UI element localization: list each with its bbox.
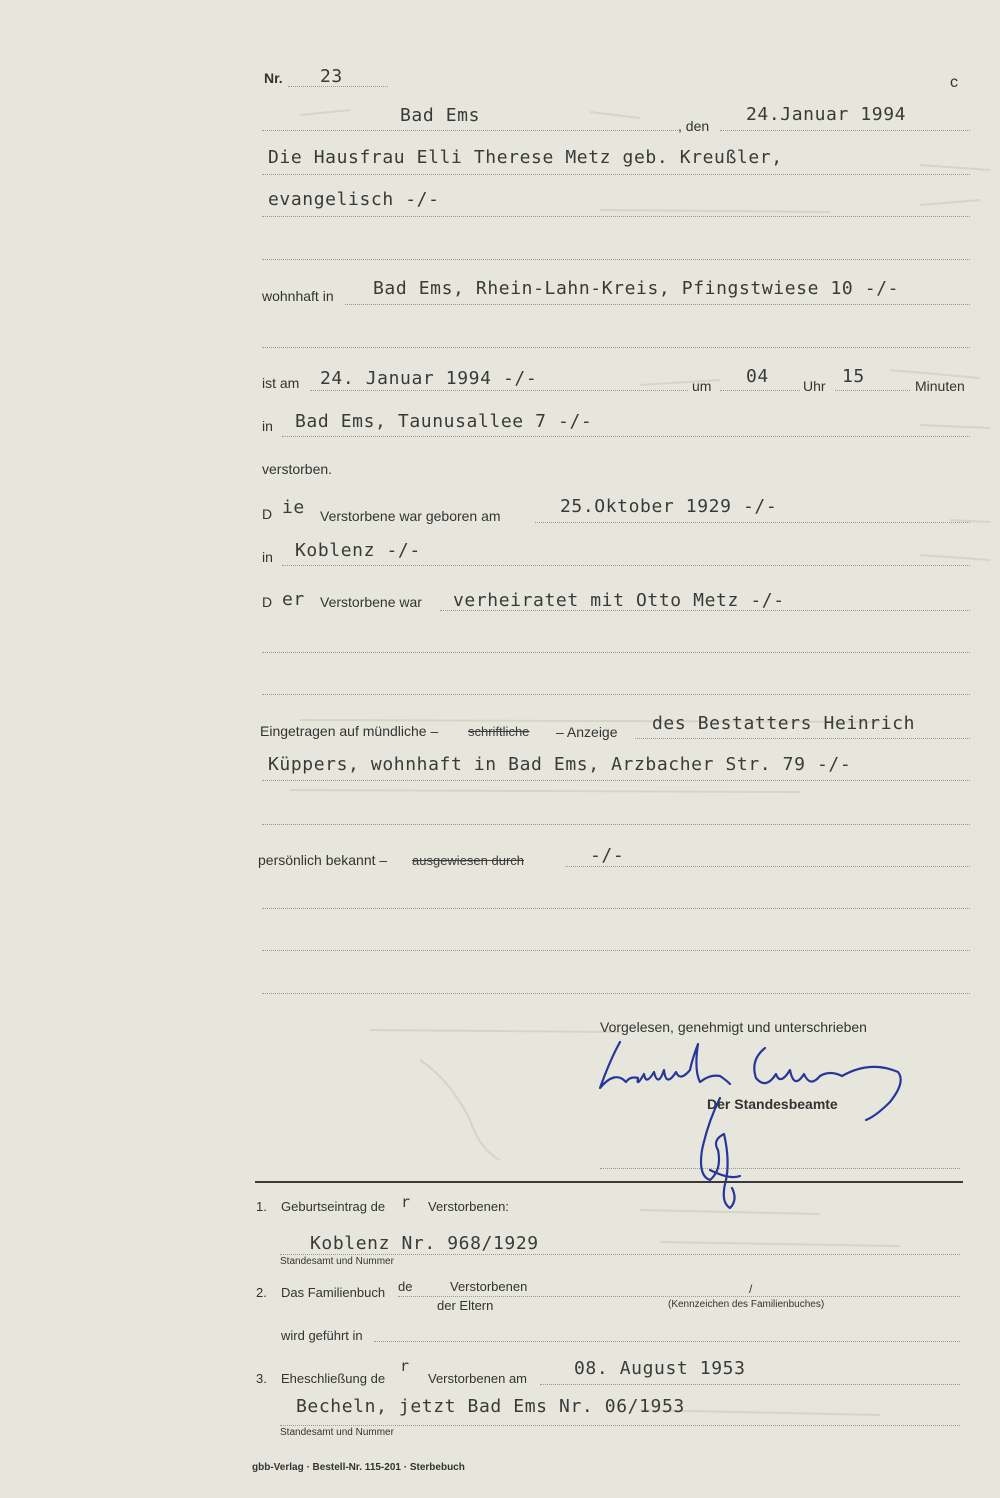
item-1-label-2: Verstorbenen: — [428, 1199, 509, 1214]
signature-informant-second — [754, 1048, 900, 1120]
nr-dotted-line — [288, 86, 388, 87]
signature-informant-first — [600, 1042, 730, 1088]
residence-dotted-line-2 — [262, 347, 970, 348]
publisher-footer: gbb-Verlag · Bestell-Nr. 115-201 · Sterbebuch — [252, 1462, 465, 1473]
death-in-label: in — [262, 418, 273, 434]
item-2-label: Das Familienbuch — [281, 1285, 386, 1300]
marriage-date-dotted-line — [540, 1384, 960, 1385]
register-place: Bad Ems — [400, 105, 481, 126]
birth-date: 25.Oktober 1929 -/- — [560, 496, 778, 517]
person-dotted-line-3 — [262, 259, 970, 260]
item-2-de: de — [398, 1279, 413, 1294]
item-2-verstorbenen: Verstorbenen — [450, 1279, 528, 1294]
verstorbene-war-label: Verstorbene war — [320, 594, 422, 610]
person-line-1: Die Hausfrau Elli Therese Metz geb. Kreußler, — [268, 147, 783, 168]
item-3-label-2: Verstorbenen am — [428, 1371, 528, 1386]
anzeige-label: – Anzeige — [556, 724, 618, 740]
hour-dotted-line — [720, 390, 800, 391]
marital-status: verheiratet mit Otto Metz -/- — [453, 590, 785, 611]
nr-label: Nr. — [264, 70, 283, 86]
birth-date-dotted-line — [535, 522, 970, 523]
um-label: um — [692, 378, 712, 394]
residence-dotted-line — [345, 304, 970, 305]
person-line-2: evangelisch -/- — [268, 189, 440, 210]
gefuehrt-dotted-line — [374, 1341, 960, 1342]
standesamt-caption-1: Standesamt und Nummer — [280, 1256, 394, 1267]
person-dotted-line-1 — [262, 174, 970, 175]
bekannt-value: -/- — [590, 845, 625, 866]
informant-line-2: Küppers, wohnhaft in Bad Ems, Arzbacher Str. 79 -/- — [268, 754, 852, 775]
handwritten-signatures — [580, 1030, 920, 1220]
d-suffix-1: ie — [282, 497, 305, 518]
person-dotted-line-2 — [262, 216, 970, 217]
marriage-date: 08. August 1953 — [574, 1358, 746, 1379]
item-3-suffix: r — [400, 1357, 410, 1375]
ist-am-label: ist am — [262, 375, 300, 391]
item-1-label: Geburtseintrag de — [281, 1199, 386, 1214]
eingetragen-label: Eingetragen auf mündliche – — [260, 723, 439, 739]
blank-dotted-line-3 — [262, 908, 970, 909]
gefuehrt-label: wird geführt in — [281, 1328, 363, 1343]
date-dotted-line — [720, 130, 970, 131]
uhr-label: Uhr — [803, 378, 826, 394]
marriage-registry-value: Becheln, jetzt Bad Ems Nr. 06/1953 — [296, 1396, 685, 1417]
d-label-1: D — [262, 506, 273, 522]
wohnhaft-label: wohnhaft in — [262, 288, 334, 304]
death-date: 24. Januar 1994 -/- — [320, 368, 538, 389]
d-label-2: D — [262, 594, 273, 610]
informant-line-1: des Bestatters Heinrich — [652, 713, 916, 734]
geboren-label: Verstorbene war geboren am — [320, 508, 501, 524]
blank-dotted-line-4 — [262, 950, 970, 951]
death-minute: 15 — [842, 366, 865, 387]
minute-dotted-line — [835, 390, 910, 391]
birth-registry-dotted-line — [280, 1254, 960, 1255]
item-3-label: Eheschließung de — [281, 1371, 386, 1386]
death-place-dotted-line — [282, 436, 970, 437]
item-3-number: 3. — [256, 1371, 267, 1386]
informant-dotted-line-3 — [262, 824, 970, 825]
item-2-slash: / — [749, 1282, 753, 1296]
death-place: Bad Ems, Taunusallee 7 -/- — [295, 411, 593, 432]
section-divider — [255, 1181, 963, 1183]
verstorben-label: verstorben. — [262, 461, 333, 477]
bekannt-dotted-line — [565, 866, 970, 867]
death-date-dotted-line — [310, 390, 688, 391]
signature-registrar — [701, 1098, 735, 1208]
blank-dotted-line-5 — [262, 993, 970, 994]
corner-letter: c — [950, 74, 958, 91]
marriage-registry-dotted-line — [280, 1425, 960, 1426]
vorgelesen-text: Vorgelesen, genehmigt und unterschrieben — [600, 1019, 867, 1035]
item-1-number: 1. — [256, 1199, 267, 1214]
kennzeichen-caption: (Kennzeichen des Familienbuches) — [668, 1299, 825, 1310]
den-label: , den — [678, 118, 710, 134]
entry-number: 23 — [320, 66, 343, 87]
item-1-suffix: r — [401, 1193, 411, 1211]
death-hour: 04 — [746, 366, 769, 387]
residence-value: Bad Ems, Rhein-Lahn-Kreis, Pfingstwiese 10 -/- — [373, 278, 900, 299]
birth-registry-value: Koblenz Nr. 968/1929 — [310, 1233, 539, 1254]
place-dotted-line — [262, 130, 678, 131]
schriftliche-struck: schriftliche — [468, 724, 530, 739]
standesbeamte-label: Der Standesbeamte — [707, 1096, 838, 1112]
minuten-label: Minuten — [915, 378, 965, 394]
item-2-number: 2. — [256, 1285, 267, 1300]
d-suffix-2: er — [282, 589, 305, 610]
birth-place-dotted-line — [282, 565, 970, 566]
blank-dotted-line-1 — [262, 652, 970, 653]
ausgewiesen-struck: ausgewiesen durch — [412, 853, 525, 868]
bekannt-label: persönlich bekannt – — [258, 852, 388, 868]
familienbuch-dotted-line — [398, 1296, 960, 1297]
birth-in-label: in — [262, 549, 273, 565]
blank-dotted-line-2 — [262, 694, 970, 695]
standesamt-caption-2: Standesamt und Nummer — [280, 1427, 394, 1438]
marital-dotted-line — [440, 610, 970, 611]
informant-dotted-line-2 — [262, 780, 970, 781]
item-2-eltern: der Eltern — [437, 1298, 494, 1313]
register-date: 24.Januar 1994 — [746, 104, 907, 125]
informant-dotted-line-1 — [635, 738, 970, 739]
birth-place: Koblenz -/- — [295, 540, 421, 561]
